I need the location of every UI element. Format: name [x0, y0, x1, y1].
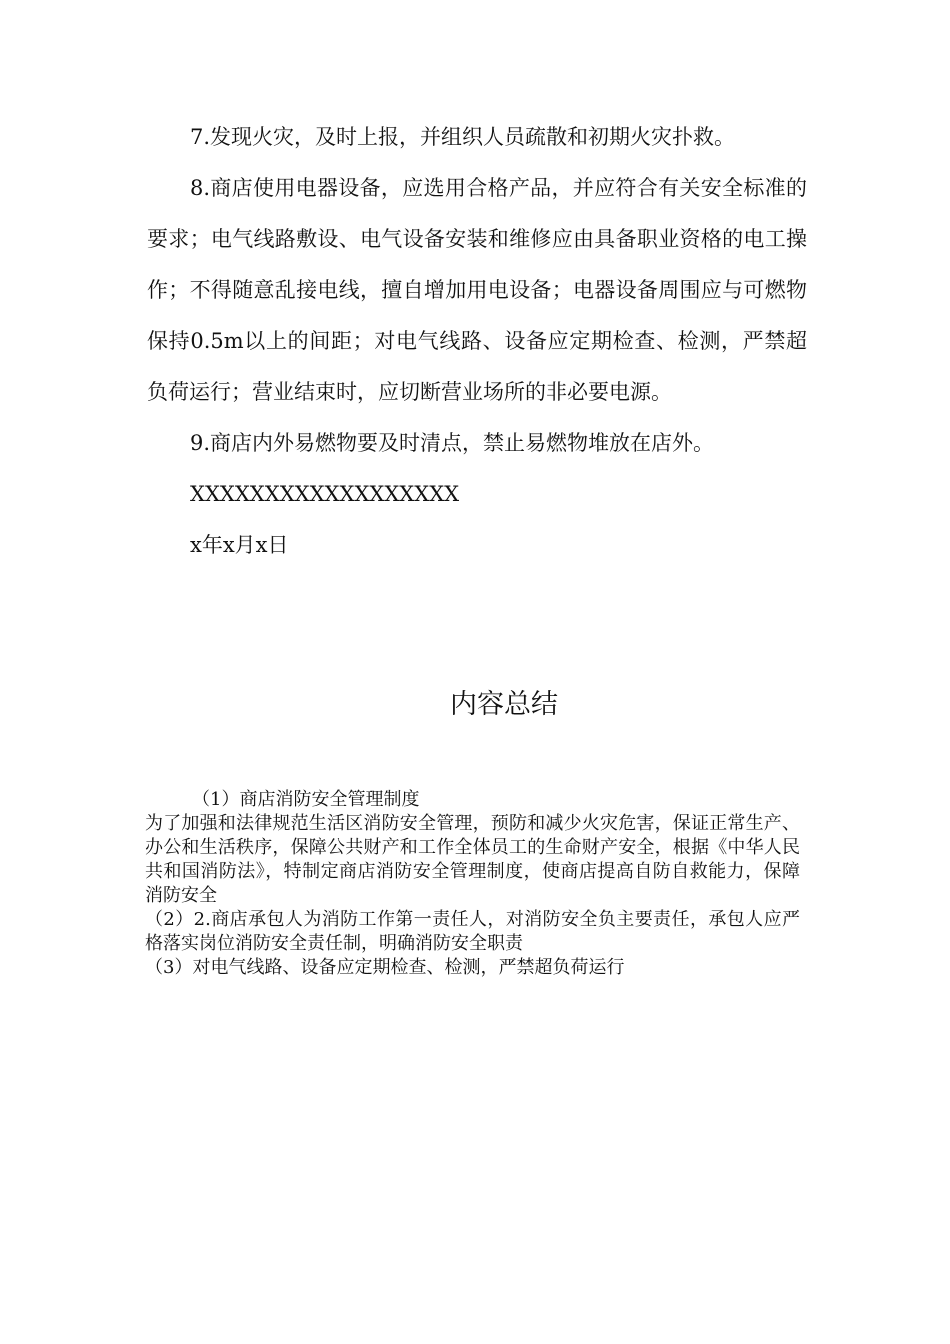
paragraph-item-8: 8.商店使用电器设备，应选用合格产品，并应符合有关安全标准的要求；电气线路敷设、电气设备安装和维修应由具备职业资格的电工操作；不得随意乱接电线，擅自增加用电设备；电器设备周围应与可燃物保持0.5m以上的间距；对电气线路、设备应定期检查、检测，严禁超负荷运行；营业结束时，应切断营业场所的非必要电源。 [147, 176, 807, 404]
summary-item-1-heading: （1）商店消防安全管理制度 [192, 789, 420, 810]
paragraph-item-7: 7.发现火灾，及时上报，并组织人员疏散和初期火灾扑救。 [190, 125, 736, 149]
summary-item-1-body: 为了加强和法律规范生活区消防安全管理，预防和减少火灾危害，保证正常生产、办公和生活秩序，保障公共财产和工作全体员工的生命财产安全，根据《中华人民共和国消防法》，特制定商店消防安全管理制度，使商店提高自防自救能力，保障消防安全 [145, 813, 800, 906]
summary-item-2: （2）2.商店承包人为消防工作第一责任人，对消防安全负主要责任，承包人应严格落实岗位消防安全责任制，明确消防安全职责 [145, 909, 800, 954]
document-body [147, 112, 807, 571]
summary-section [145, 788, 800, 980]
date-line: x年x月x日 [190, 533, 289, 557]
paragraph-item-9: 9.商店内外易燃物要及时清点，禁止易燃物堆放在店外。 [190, 431, 715, 455]
summary-item-3: （3）对电气线路、设备应定期检查、检测，严禁超负荷运行 [145, 957, 625, 978]
summary-title: 内容总结 [450, 689, 558, 720]
signature-line: XXXXXXXXXXXXXXXXXX [190, 482, 460, 506]
